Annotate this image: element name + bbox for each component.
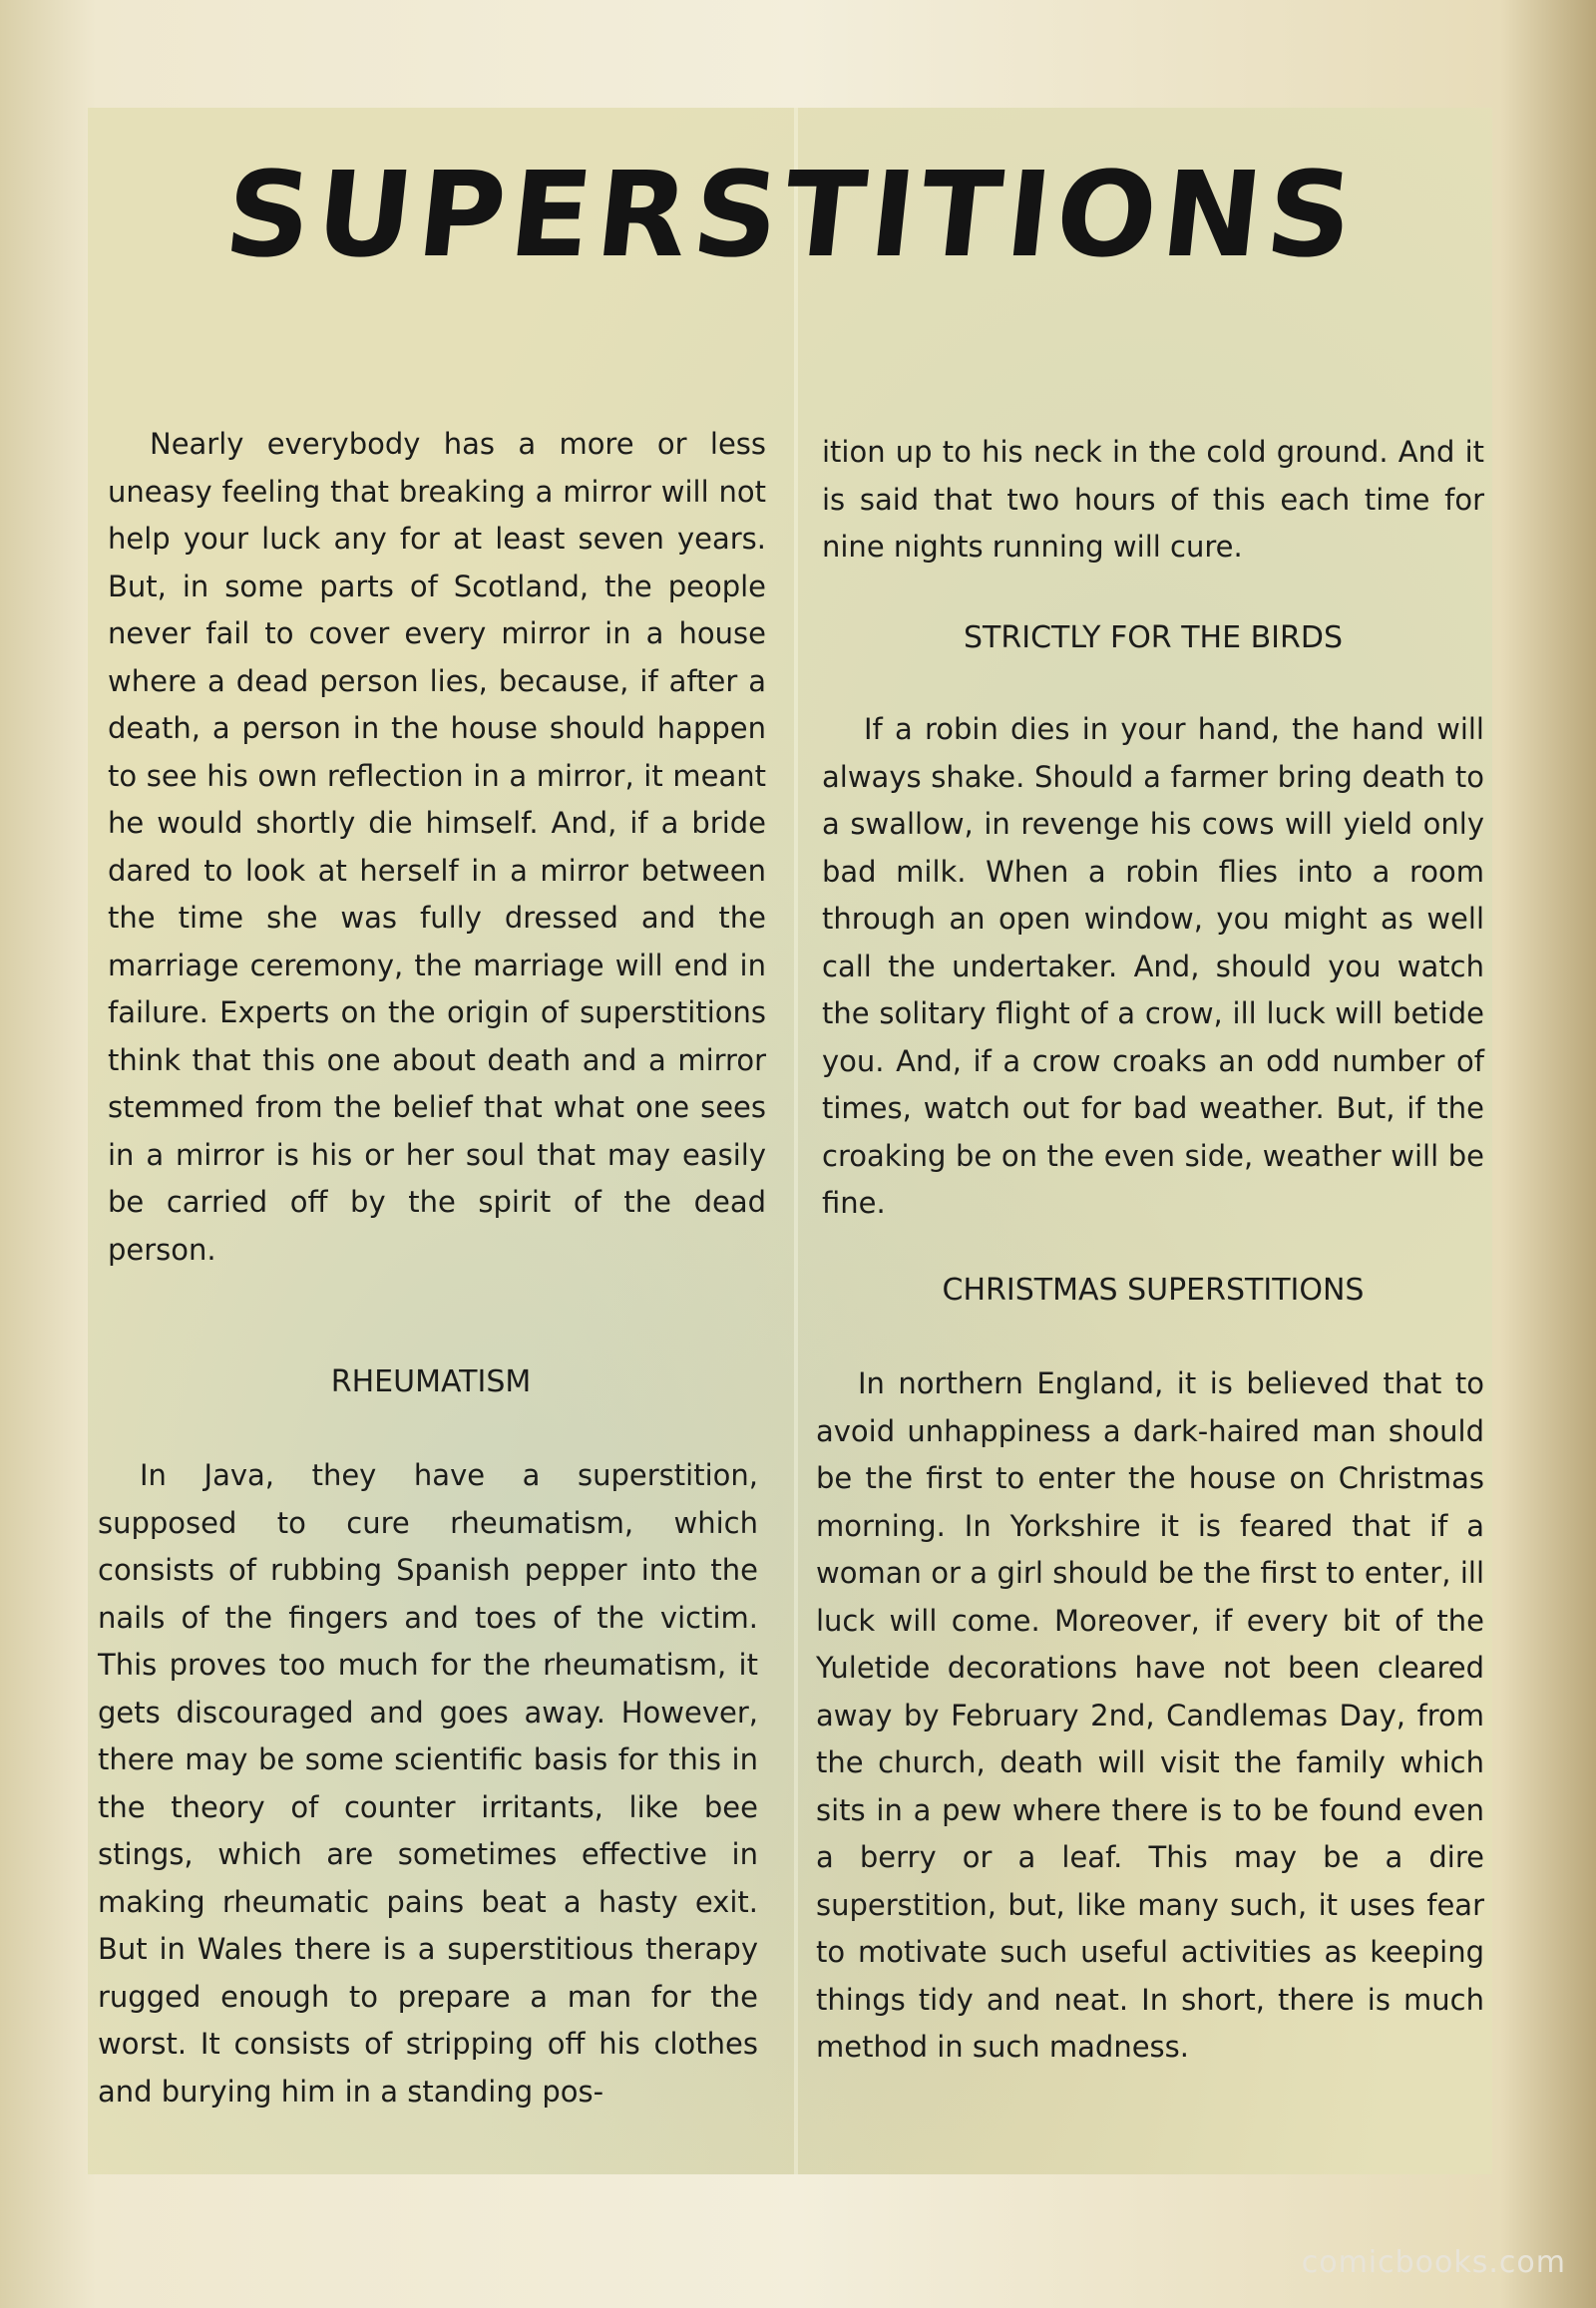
intro-paragraph: Nearly everybody has a more or less uneasy feeling that breaking a mirror will not help your luck any for at least seven years. But, in some parts of Scotland, the people never fail to cover every mirror in a house where a dead person lies, because, if after a death, a person in the house should happen to see his own reflection in a mirror, it meant he would shortly die himself. And, if a bride dared to look at herself in a mirror between the time she was fully dressed and the marriage ceremony, the marriage will end in failure. Experts on the origin of superstitions think that this one about death and a mirror stemmed from the belief that what one sees in a mirror is his or her soul that may easily be carried off by the spirit of the dead person. <box>108 427 766 1267</box>
christmas-paragraph: In northern England, it is believed that to avoid unhappiness a dark-haired man should be the first to enter the house on Christmas morning. In Yorkshire it is feared that if a woman or a girl should be the first to enter, ill luck will come. Moreover, if every bit of the Yuletide decorations have not been cleared away by February 2nd, Candlemas Day, from the church, death will visit the family which sits in a pew where there is to be found even a berry or a leaf. This may be a dire superstition, but, like many such, it uses fear to motivate such useful activities as keeping things tidy and neat. In short, there is much method in such madness. <box>816 1366 1484 2064</box>
christmas-heading: CHRISTMAS SUPERSTITIONS <box>942 1273 1365 1308</box>
right-column-continuation <box>822 429 1484 572</box>
left-column-rheumatism <box>98 1452 758 2116</box>
right-column-christmas <box>816 1360 1484 2072</box>
page-title: SUPERSTITIONS <box>218 146 1366 283</box>
birds-heading: STRICTLY FOR THE BIRDS <box>964 620 1343 655</box>
right-column-birds <box>822 706 1484 1228</box>
site-watermark: comicbooks.com <box>1301 2245 1566 2280</box>
rheumatism-heading: RHEUMATISM <box>330 1364 532 1399</box>
birds-paragraph: If a robin dies in your hand, the hand will always shake. Should a farmer bring death to a swallow, in revenge his cows will yield only bad milk. When a robin flies into a room through an open window, you might as well call the undertaker. And, should you watch the solitary flight of a crow, ill luck will betide you. And, if a crow croaks an odd number of times, watch out for bad weather. But, if the croaking be on the even side, weather will be fine. <box>822 712 1484 1220</box>
continuation-paragraph: ition up to his neck in the cold ground. And it is said that two hours of this each time for nine nights running will cure. <box>822 435 1484 564</box>
column-divider <box>794 108 798 2174</box>
left-column-intro <box>108 421 766 1274</box>
rheumatism-paragraph: In Java, they have a superstition, supposed to cure rheumatism, which consists of rubbing Spanish pepper into the nails of the fingers and toes of the victim. This proves too much for the rheumatism, it gets discouraged and goes away. However, there may be some scientific basis for this in the theory of counter irritants, like bee stings, which are sometimes effective in making rheumatic pains beat a hasty exit. But in Wales there is a superstitious therapy rugged enough to prepare a man for the worst. It consists of stripping off his clothes and burying him in a standing pos- <box>98 1458 758 2109</box>
